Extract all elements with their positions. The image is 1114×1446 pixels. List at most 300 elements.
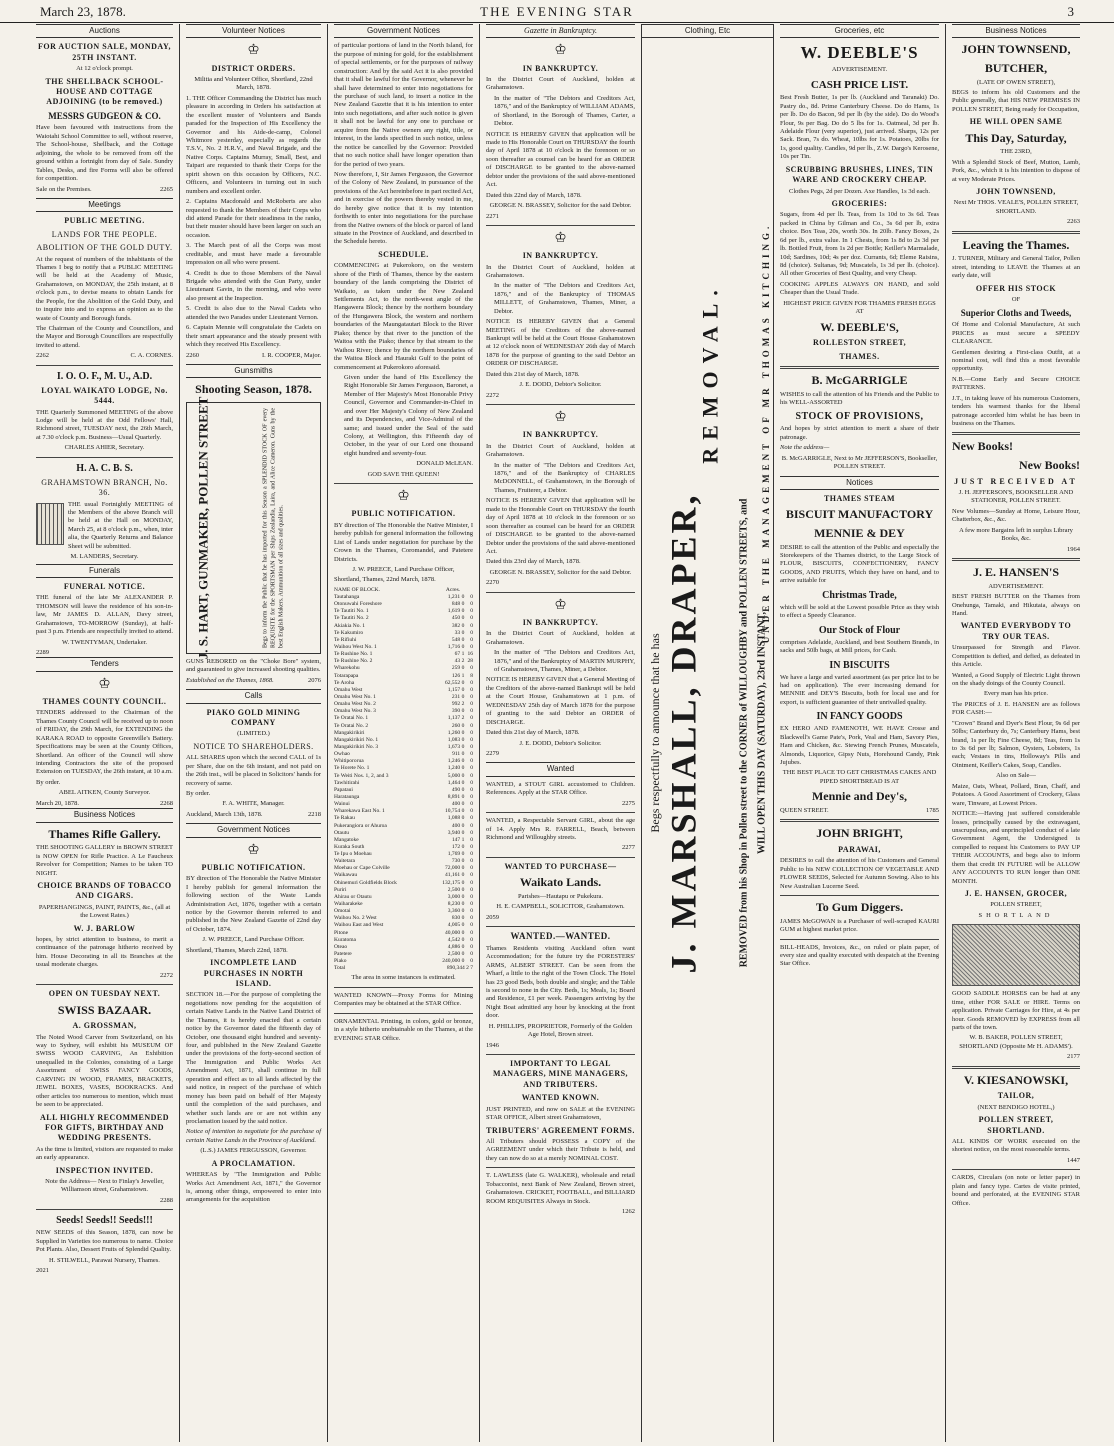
block-name: Te Weiti Nos. 1, 2, and 3 (334, 772, 389, 779)
issue-date: March 23, 1878. (40, 4, 126, 19)
block-acres: 0 (470, 929, 473, 936)
new-books-firm: J. H. JEFFERSON'S, BOOKSELLER AND STATIONER, POLLEN STREET. (958, 489, 1074, 505)
hansen-body-5: "Crown" Brand and Dyer's Best Flour, 9s 6d per 50lbs; Canterbury do, 7s; Canterbury Hams, best brand, 1s per lb; Fine Cheese, 8d; Teas, from 1s to 3s 6d per lb; Salmon, Oysters, Lobsters, 1s each; Vestaes in tins, Holloway's Pills and Ointment, Keiller's Cakes, Soap, Candles. (952, 719, 1080, 769)
divider (486, 225, 635, 226)
table-row (334, 665, 473, 672)
important-heading: IMPORTANT TO LEGAL MANAGERS, MINE MANAGERS, AND TRIBUTERS. (492, 1059, 629, 1089)
bankruptcy-4-court: In the District Court of Auckland, holden at Grahamstown. (486, 630, 635, 646)
block-acres: 0 (461, 601, 465, 608)
table-row (334, 922, 473, 929)
block-acres: 0 (470, 758, 473, 765)
divider (36, 457, 173, 458)
bankruptcy-2-date: Dated this 21st day of March, 1878. (486, 370, 580, 378)
mcgarrigle-address: B. McGARRIGLE, Next to Mr JEFFERSON'S, Bookseller, POLLEN STREET. (781, 454, 938, 471)
block-name: Owhao (334, 751, 350, 758)
bankruptcy-3-heading: IN BANKRUPTCY. (522, 430, 599, 440)
block-acres: 3,360 (447, 908, 461, 915)
block-acres: 450 (451, 615, 461, 622)
column-7 (946, 24, 1086, 1442)
biscuit-firm: MENNIE & DEY (814, 525, 905, 540)
hansen-body-2: Unsurpassed for Strength and Flavor. Competition is defied, and defied, as defeated in this Article. (952, 644, 1080, 669)
bankruptcy-2-ref: 2272 (486, 391, 499, 399)
deeble-address-1: W. DEEBLE'S, (820, 319, 899, 334)
important-body-2: All Tributers should POSSESS a COPY of the AGREEMENT under which their Tribute is held, and they can now do so at a merely NOMINAL COST. (486, 1137, 635, 1162)
table-row (334, 794, 473, 801)
block-acres: 0 (461, 615, 465, 622)
table-row (334, 944, 473, 951)
gun-vertical-body: Begs to inform the Public that he has imported for this Season a SPLENDID STOCK OF every REQUISITE for the SPORTSMAN per Ships Zealandia, Laira, and Alice Cameron. Guns by the best English Makers. Ammunition of all sizes and qualities. (261, 407, 284, 648)
wanted-3-sub: Parishes—Hautapu or Pukekura. (517, 892, 604, 900)
incomplete-heading: INCOMPLETE LAND PURCHASES IN NORTH ISLAND. (203, 958, 304, 989)
biscuit-heading-2: BISCUIT MANUFACTORY (785, 507, 934, 522)
tender-body: TENDERS addressed to the Chairman of the Thames County Council will be received up to noon of FRIDAY, the 29th March, for EXTENDING the KARAKA ROAD to opposite Greenville's Battery. Specifications may be seen at the County Offices, Shortland. An officer of the Council will show intending Contractors the site of the proposed Extension on TUESDAY, the 26th instant, at 10 a.m. (36, 709, 173, 776)
wanted-4-body: Thames Residents visiting Auckland often want Accommodation; for the future try the FORESTERS' ARMS, ALBERT STREET. Can be seen from the Wharf, a little to the right of the Town Clock. The Hotel has 23 good Beds, both double and single; and the Table is second to none in the City. Beds, 1s; Meals, 1s; Board and Residence, £1 per week. Passengers arriving by the Night Boat admitted any hour by knocking at the front door. (486, 944, 635, 1020)
district-orders-4: 4. Credit is due to those Members of the Naval Brigade who attended with the Gun Party, under Lieutenant Gavin, in the morning, and who were also present at the Inspection. (186, 269, 321, 302)
block-acres: 0 (461, 801, 465, 808)
table-row (334, 601, 473, 608)
block-name: Te Rakau (334, 815, 355, 822)
block-acres: 2 (461, 701, 465, 708)
block-acres: 848 (451, 601, 461, 608)
funeral-signature: W. TWENTYMAN, Undertaker. (61, 638, 148, 646)
bankruptcy-4-matter: In the matter of "The Debtors and Creditors Act, 1876," and of the Bankruptcy of MARTIN MURPHY, of Grahamstown, Thames, Miner, a Debtor. (494, 649, 635, 674)
piako-heading: PIAKO GOLD MINING COMPANY (206, 707, 301, 728)
block-acres: 231 (451, 693, 461, 700)
kiesanowski-ref: 1447 (1067, 1156, 1080, 1164)
bankruptcy-3-court: In the District Court of Auckland, holden at Grahamstown. (486, 442, 635, 459)
piako-body: ALL SHARES upon which the second CALL of 1s per Share, due on the 6th instant, and not paid on the 26th inst., will be placed in Solicitors' hands for recovery of same. (186, 754, 321, 787)
block-acres: 8,891 (447, 793, 461, 800)
bankruptcy-3-date: Dated this 23rd day of March, 1878. (486, 558, 581, 566)
divider (36, 365, 173, 366)
bright-sub: PARAWAI, (838, 844, 881, 854)
table-row (334, 908, 473, 915)
block-acres: 0 (461, 636, 465, 643)
piako-notice: NOTICE TO SHAREHOLDERS. (193, 741, 314, 751)
auction-heading: FOR AUCTION SALE, MONDAY, 25TH INSTANT. (37, 42, 172, 62)
townsend-signature: JOHN TOWNSEND, (976, 187, 1056, 197)
saddle-ref: 2177 (1067, 1053, 1080, 1061)
block-name: Mangakirikiri (334, 729, 365, 736)
block-acres: 147 (451, 836, 461, 843)
bankruptcy-4-signature: J. E. DODD, Debtor's Solicitor. (519, 739, 602, 747)
district-orders-sub: Militia and Volunteer Office, Shortland, 22nd March, 1878. (194, 75, 313, 92)
divider (486, 926, 635, 927)
section-funerals: Funerals (36, 564, 173, 578)
rifle-heading: Thames Rifle Gallery. (48, 826, 161, 841)
lawless-ref: 1262 (622, 1207, 635, 1215)
pn-date: Shortland, Thames, March 22nd, 1878. (186, 946, 288, 954)
swiss-inspection: INSPECTION INVITED. (55, 1165, 154, 1175)
given-signature: DONALD McLEAN. (416, 460, 473, 468)
section-tenders: Tenders (36, 657, 173, 671)
crest-icon: ♔ (98, 676, 111, 692)
block-name: Patetere (334, 951, 352, 958)
block-acres: 260 (451, 722, 461, 729)
bright-body: DESIRES to call the attention of his Customers and General Public to his NEW COLLECTION OF VEGETABLE AND FLOWER SEEDS, Selected for Autumn Sowing. Also to his New Australian Lucerne Seed. (780, 857, 939, 890)
iof-body: THE Quarterly Summoned MEETING of the above Lodge will be held at the Odd Fellows' Hall, Richmond street, TUESDAY next, the 26th March, at 7.30 o'clock p.m. Business—Usual Quarterly. (36, 408, 173, 441)
block-acres: 16 (467, 651, 473, 658)
block-name: Oteao (334, 943, 348, 950)
barlow-name: W. J. BARLOW (73, 923, 136, 933)
section-notices: Notices (780, 476, 939, 490)
table-row (334, 637, 473, 644)
divider (486, 812, 635, 813)
table-row (334, 915, 473, 922)
block-acres: 0 (461, 693, 465, 700)
piako-signature: F. A. WHITE, Manager. (222, 800, 285, 808)
section-clothing: Clothing, Etc (642, 24, 773, 38)
table-header-block: NAME OF BLOCK. (334, 586, 380, 593)
table-row (334, 858, 473, 865)
leaving-body-3: Gentlemen desiring a First-class Outfit, at a nominal cost, will find this a most favorable opportunity. (952, 348, 1080, 373)
block-acres: 0 (461, 936, 465, 943)
hansen-heading: J. E. HANSEN'S (972, 565, 1060, 580)
townsend-ref: 2263 (1067, 218, 1080, 226)
hansen-wanted: WANTED EVERYBODY TO TRY OUR TEAS. (960, 621, 1072, 641)
block-acres: 1,157 (447, 686, 461, 693)
table-row (334, 723, 473, 730)
table-row (334, 730, 473, 737)
section-groceries: Groceries, etc (780, 24, 939, 38)
block-acres: 0 (470, 708, 473, 715)
hacbs-branch: GRAHAMSTOWN BRANCH, No. 36. (41, 477, 168, 498)
deeble-heading: W. DEEBLE'S (800, 43, 919, 63)
block-acres: 132,175 (442, 879, 461, 886)
hacbs-body: THE usual Fortnightly MEETING of the Members of the above Branch will be held at the Hall on MONDAY, March 25, at 8 o'clock p.m., when, inter alia, the Quarterly Returns and Balance Sheet will be submitted. (68, 500, 173, 550)
bankruptcy-2-body: NOTICE IS HEREBY GIVEN that a General MEETING of the Creditors of the above-named Bankrupt will be held at the Court House Grahamstown at 12 o'clock noon of WEDNESDAY 26th day of March 1878 for the purpose of granting to the said Debtor an ORDER OF DISCHARGE. (486, 318, 635, 368)
wanted-3-title: Waikato Lands. (519, 875, 602, 890)
funeral-body: THE funeral of the late Mr ALEXANDER P. THOMSON will leave the residence of his son-in-law, Mr JAMES D. ALLAN, Davy street, Grahamstown, TO-MORROW (Sunday), at half-past 3 p.m. Friends are respectfully invited to attend. (36, 594, 174, 636)
block-acres: 0 (470, 908, 473, 915)
block-acres: 5,000 (447, 772, 461, 779)
wanted-4-signature: H. PHILLIPS, PROPRIETOR, Formerly of the Golden Age Hotel, Brown street. (488, 1022, 633, 1039)
biscuit-biscuits: IN BISCUITS (829, 659, 890, 671)
block-acres: 730 (451, 858, 461, 865)
table-row (334, 630, 473, 637)
wanted-3-ref: 2059 (486, 913, 499, 921)
biscuit-christmas: Christmas Trade, (822, 589, 897, 601)
block-acres: 0 (461, 786, 465, 793)
deeble-address-2: ROLLESTON STREET, (812, 338, 907, 348)
divider (780, 895, 939, 896)
block-acres: 67 (454, 651, 461, 658)
block-acres: 0 (470, 665, 473, 672)
hansen-adv: ADVERTISEMENT. (988, 582, 1044, 590)
saddle-signature: W. B. BAKER, POLLEN STREET, SHORTLAND (Opposite Mr H. ADAMS'). (959, 1034, 1073, 1050)
divider (334, 987, 473, 988)
column-5 (642, 24, 774, 1442)
kiesanowski-trade: TAILOR, (997, 1091, 1035, 1101)
divider (486, 1054, 635, 1055)
block-acres: 2 (461, 715, 465, 722)
townsend-date: THE 23RD, (1000, 148, 1032, 156)
bankruptcy-3-matter: In the matter of "The Debtors and Creditors Act, 1876," and of the Bankruptcy of CHARLES McDONNELL, of Grahamstown, in the Borough of Thames, Fruiterer, a Debtor. (494, 461, 635, 494)
hacbs-heading: H. A. C. B. S. (76, 462, 133, 474)
table-row (334, 765, 473, 772)
block-acres: 1 (461, 651, 465, 658)
block-name: Waihou West No. 1 (334, 643, 377, 650)
block-acres: 0 (470, 793, 473, 800)
table-row (334, 673, 473, 680)
hansen-body-4: Every man has his price. (983, 690, 1049, 698)
table-row (334, 687, 473, 694)
block-name: Pitone (334, 929, 349, 936)
block-acres: 0 (461, 958, 465, 965)
pn2-body: BY direction of The Honorable the Native Minister, I hereby publish for general information the following List of Lands under negotiation for purchase by the Crown in the Thames, Coromandel, and Patetere Districts. (334, 521, 473, 563)
meeting-sub-2: ABOLITION OF THE GOLD DUTY. (36, 243, 173, 253)
bankruptcy-2-court: In the District Court of Auckland, holden at Grahamstown. (486, 263, 635, 279)
block-acres: 0 (470, 701, 473, 708)
table-row (334, 608, 473, 615)
mcgarrigle-heading: B. McGARRIGLE (811, 372, 908, 387)
kiesanowski-next: (NEXT BENDIGO HOTEL,) (977, 1103, 1055, 1111)
land-table (334, 587, 473, 973)
block-acres: 0 (461, 643, 465, 650)
block-acres: 911 (452, 751, 461, 758)
block-acres: 0 (470, 851, 473, 858)
important-body: JUST PRINTED, and now on SALE at the EVENING STAR OFFICE, Albert street Grahamstown, (486, 1105, 635, 1122)
townsend-body-2: With a Splendid Stock of Beef, Mutton, Lamb, Pork, &c., which it is his intention to dispose of at very Moderate Prices. (952, 158, 1080, 183)
block-acres: 8 (470, 672, 473, 679)
given-body: Given under the hand of His Excellency the Right Honorable Sir James Fergusson, Baronet, a Member of Her Majesty's Most Honorable Privy Council, Governor and Commander-in-Chief in and over Her Majesty's Colony of New Zealand and its Dependencies, and Vice-Admiral of the same; and issued under the Seal of the said Colony, at Wellington, this Fifteenth day of October, in the year of our Lord one thousand eight hundred and seventy-four. (344, 373, 473, 457)
biscuit-body-2: which will be sold at the Lowest possible Price as they wish to effect a Speedy Clearance. (780, 603, 939, 620)
piako-footer: Auckland, March 13th, 1878. 2218 (186, 810, 321, 818)
block-name: Piako (334, 958, 347, 965)
table-row (334, 930, 473, 937)
leaving-body-4: N.B.—Come Early and Secure CHOICE PATTERNS. (952, 375, 1080, 392)
block-acres: 3,940 (447, 829, 461, 836)
block-acres: 1,769 (447, 851, 461, 858)
district-orders-footer: 2260 I. R. COOPER, Major. (186, 351, 321, 359)
block-acres: 1,240 (447, 765, 461, 772)
harp-illustration (36, 503, 64, 545)
block-acres: 41,161 (444, 872, 461, 879)
divider (486, 404, 635, 405)
block-acres: 1,137 (447, 715, 461, 722)
block-acres: 4,886 (447, 943, 461, 950)
new-books-1: New Books! (952, 439, 1014, 454)
swiss-ref: 2288 (160, 1196, 173, 1204)
seeds-ref: 2021 (36, 1267, 49, 1274)
block-acres: 0 (470, 815, 473, 822)
iof-heading: I. O. O. F., M. U., A.D. (56, 370, 153, 382)
rifle-body: THE SHOOTING GALLERY in BROWN STREET is NOW OPEN for Rifle Practice. A Le Faucheux Revolver for Competition; Names to be taken TO NIGHT. (36, 844, 173, 877)
block-acres: 0 (470, 693, 473, 700)
biscuit-heading-1: THAMES STEAM (823, 494, 896, 503)
mcgarrigle-note: Note the address— (780, 444, 830, 452)
block-acres: 400 (451, 801, 461, 808)
proclamation-heading: A PROCLAMATION. (211, 1158, 296, 1168)
auction-title: THE SHELLBACK SCHOOL-HOUSE AND COTTAGE ADJOINING (to be removed.) (45, 76, 164, 107)
block-name: Pukerangiora or Ahuroa (334, 822, 387, 829)
new-books-just: JUST RECEIVED AT (954, 476, 1078, 486)
gun-heading: Shooting Season, 1878. (195, 382, 312, 397)
biscuit-best-place: THE BEST PLACE TO GET CHRISTMAS CAKES AND PIPED SHORTBREAD IS AT (782, 769, 937, 785)
crest-icon: ♔ (554, 597, 567, 613)
block-acres: 0 (461, 851, 465, 858)
saddle-body: GOOD SADDLE HORSES can be had at any time, either FOR SALE or HIRE. Terms on application. Private Carriages for Hire, at 4s per hour. Goods REMOVED by EXPRESS from all parts of the town. (952, 990, 1080, 1032)
block-acres: 1 (461, 672, 465, 679)
block-name: Kuratoma (334, 936, 356, 943)
deeble-scrubbing: SCRUBBING BRUSHES, LINES, TIN WARE AND CROCKERY CHEAP. (785, 164, 934, 185)
ornamental-ad: ORNAMENTAL Printing, in colors, gold or bronze, in a style hitherto unobtainable on the Thames, at the EVENING STAR Office. (334, 1017, 473, 1042)
tributers-forms: TRIBUTERS' AGREEMENT FORMS. (486, 1125, 635, 1135)
block-acres: 390 (451, 708, 461, 715)
block-acres: 1,083 (447, 736, 461, 743)
pn2-date: Shortland, Thames, 22nd March, 1878. (334, 576, 436, 584)
block-acres: 0 (470, 594, 473, 600)
swiss-heading: SWISS BAZAAR. (57, 1002, 152, 1017)
block-acres: 0 (461, 722, 465, 729)
table-row (334, 737, 473, 744)
block-acres: 1,231 (447, 594, 461, 600)
block-name: Waikawau (334, 872, 358, 879)
section-government-notices: Government Notices (186, 823, 321, 837)
district-orders-1: 1. THE Officer Commanding the District has much pleasure in according in Orders his satisfaction at the excellent muster of Volunteers and Bands paraded for the Inspection of His Excellency the Governor and his Aide-de-camp, Colonel Whitmore yesterday, especially as regards the T.S.V., No. 2 H.R.V., and Naval Brigade, and the Native Corps. Captains Murray, Small, Best, and Taipari are requested to thank their Corps for the spirit shown on this occasion by Officers, N.C. Officers, and Volunteers in turning out in such numbers and excellent order. (186, 94, 321, 195)
block-acres: 10,754 (444, 808, 461, 815)
block-acres: 28 (467, 658, 473, 665)
wanted-1-ref: 2275 (622, 799, 635, 807)
mcgarrigle-stock: STOCK OF PROVISIONS, (795, 411, 924, 423)
table-row (334, 872, 473, 879)
table-row (334, 644, 473, 651)
table-row (334, 894, 473, 901)
divider (952, 1169, 1080, 1170)
auction-footer: Sale on the Premises. 2265 (36, 185, 173, 193)
cigars-sub: PAPERHANGINGS, PAINT, PAINTS, &c., (all at the Lowest Rates.) (38, 903, 171, 920)
block-acres: 0 (461, 886, 465, 893)
hansen-signature: J. E. HANSEN, GROCER, (964, 889, 1068, 899)
barlow-body: hopes, by strict attention to business, to merit a continuance of the patronage hitherto received by him. House Decorating in all its Branches at the usual moderate charges. (36, 936, 173, 969)
draper-line-1: Begs respectfully to announce that he has (648, 633, 663, 833)
table-row (334, 937, 473, 944)
block-acres: 0 (461, 594, 465, 600)
biscuit-address: Mennie and Dey's, (811, 789, 907, 804)
tender-by: By order. (36, 778, 61, 786)
block-acres: 240,000 (442, 958, 461, 965)
barlow-ref: 2272 (160, 971, 173, 979)
block-acres: 0 (470, 801, 473, 808)
kiesanowski-heading: V. KIESANOWSKI, (963, 1072, 1069, 1087)
block-acres: 0 (461, 779, 465, 786)
block-name: Te Oratai No. 2 (334, 722, 369, 729)
wanted-4-heading: WANTED.—WANTED. (510, 931, 611, 942)
section-business-notices: Business Notices (952, 24, 1080, 38)
bankruptcy-1-body: NOTICE IS HEREBY GIVEN that application will be made to His Honorable Court on THURSDAY the fourth day of April 1878 at 10 o'clock in the forenoon or so soon thereafter as counsel can be heard for an ORDER of DISCHARGE to be granted to the above-named debtor under the provisions of the said above-mentioned Act. (486, 130, 635, 189)
new-books-body: New Volumes—Sunday at Home, Leisure Hour, Chatterbox, &c., &c. (952, 507, 1080, 524)
bankruptcy-1-signature: GEORGE N. BRASSEY, Solicitor for the said Debtor. (489, 202, 632, 210)
section-volunteer-notices: Volunteer Notices (186, 24, 321, 38)
gum-body: JAMES McGOWAN is a Purchaser of well-scraped KAURI GUM at highest market price. (780, 917, 939, 934)
block-acres: 0 (470, 901, 473, 908)
block-acres: 0 (470, 786, 473, 793)
table-row (334, 708, 473, 715)
cigars-heading: CHOICE BRANDS OF TOBACCO AND CIGARS. (37, 880, 172, 901)
auction-time: At 12 o'clock prompt. (76, 65, 133, 73)
block-name: Otautu (334, 829, 349, 836)
table-row (334, 694, 473, 701)
crest-icon: ♔ (554, 410, 567, 426)
acres-note: The area in some instances is estimated. (351, 974, 456, 982)
townsend-day: This Day, Saturday, (965, 130, 1067, 145)
table-row (334, 951, 473, 958)
district-orders-2: 2. Captains Macdonald and McRoberts are also requested to thank the Members of their Corps who did attend Parade for their steadiness in the ranks, but their muster should have been larger on such an occasion. (186, 198, 321, 239)
piako-sub: (LIMITED.) (237, 730, 270, 738)
newspaper-title: THE EVENING STAR (480, 4, 634, 19)
hansen-also: Also on Sale— (996, 772, 1036, 780)
block-acres: 0 (470, 686, 473, 693)
bankruptcy-4-heading: IN BANKRUPTCY. (522, 617, 599, 627)
block-acres: 40,000 (444, 929, 461, 936)
wanted-3-heading: WANTED TO PURCHASE— (504, 861, 617, 871)
gov-body-2: Now therefore, I, Sir James Fergusson, the Governor of the Colony of New Zealand, in pursuance of the provisions of the Act hereinbefore in part recited Act, and in exercise of the powers thereby vested in me, do hereby give notice that it is my intention forthwith to enter into negotiations for the purchase from the Native owners of the block or parcel of land situate in the Province of Auckland, and described in the Schedule hereto. (334, 170, 473, 246)
proxy-forms-ad: WANTED KNOWN—Proxy Forms for Mining Companies may be obtained at the STAR Office. (334, 991, 473, 1008)
block-acres: 0 (470, 601, 473, 608)
tender-footer: March 20, 1878. 2268 (36, 799, 173, 807)
townsend-heading: JOHN TOWNSEND, (961, 42, 1071, 57)
wanted-3-signature: H. E. CAMPBELL, SOLICITOR, Grahamstown. (496, 903, 625, 911)
meeting-footer: 2262 C. A. CORNES. (36, 352, 173, 360)
table-row (334, 815, 473, 822)
block-name: Wharekohu (334, 665, 360, 672)
column-3 (328, 24, 480, 1442)
block-acres: 400 (451, 822, 461, 829)
wanted-4-ref: 1946 (486, 1041, 499, 1049)
block-name: Te Aroha (334, 679, 355, 686)
block-name: Wainui (334, 801, 350, 808)
biscuit-flour-body: comprises Adelaide, Auckland, and best Southern Brands, in sacks and 50lb bags, at Mill prices, for Cash. (780, 638, 939, 655)
meeting-body-2: The Chairman of the County and Councillors, and the Mayor and Borough Councillors are respectfully invited to attend. (36, 325, 173, 349)
block-name: Harataunga (334, 793, 360, 800)
groceries-heading: GROCERIES: (831, 198, 888, 208)
block-name: Omahu West No. 3 (334, 708, 376, 715)
biscuit-body: DESIRE to call the attention of the Public and especially the Storekeepers of the Thames district, to the Large Stock of FLOUR, BISCUITS, CONFECTIONERY, FANCY GOODS, AND FRUITS, Which they have on hand, and to arrive suitable for (780, 543, 939, 585)
block-acres: 2,500 (447, 951, 461, 958)
block-acres: 0 (461, 686, 465, 693)
biscuit-fancy: IN FANCY GOODS (816, 711, 903, 723)
crest-icon: ♔ (397, 489, 410, 505)
block-acres: 0 (470, 715, 473, 722)
pn2-signature: J. W. PREECE, Land Purchase Officer, (352, 565, 455, 573)
block-acres: 0 (461, 743, 465, 750)
block-acres: 1,088 (447, 815, 461, 822)
deeble-eggs: HIGHEST PRICE GIVEN FOR THAMES FRESH EGGS AT (783, 299, 936, 316)
deeble-price-list: CASH PRICE LIST. (810, 78, 909, 91)
table-row (334, 830, 473, 837)
funeral-ref: 2289 (36, 649, 49, 656)
column-4 (480, 24, 642, 1442)
block-acres: 0 (470, 951, 473, 958)
block-acres: 0 (461, 736, 465, 743)
block-acres: 0 (470, 629, 473, 636)
block-acres: 0 (470, 636, 473, 643)
block-acres: 1,716 (447, 643, 461, 650)
block-acres: 1 (461, 836, 465, 843)
block-acres: 0 (470, 743, 473, 750)
block-acres: 1,260 (447, 729, 461, 736)
townsend-trade: BUTCHER, (984, 60, 1048, 75)
biscuit-flour: Our Stock of Flour (818, 624, 901, 636)
divider (486, 1167, 635, 1168)
block-acres: 2 (461, 658, 465, 665)
pn-signature: J. W. PREECE, Land Purchase Officer. (202, 936, 305, 944)
table-row (334, 758, 473, 765)
block-acres: 0 (470, 843, 473, 850)
district-orders-6: 6. Captain Mennie will congratulate the Cadets on their smart appearance and the steady present with which they received His Excellency. (186, 324, 321, 349)
seeds-heading: Seeds! Seeds!! Seeds!!! (56, 1215, 153, 1227)
table-row (334, 773, 473, 780)
